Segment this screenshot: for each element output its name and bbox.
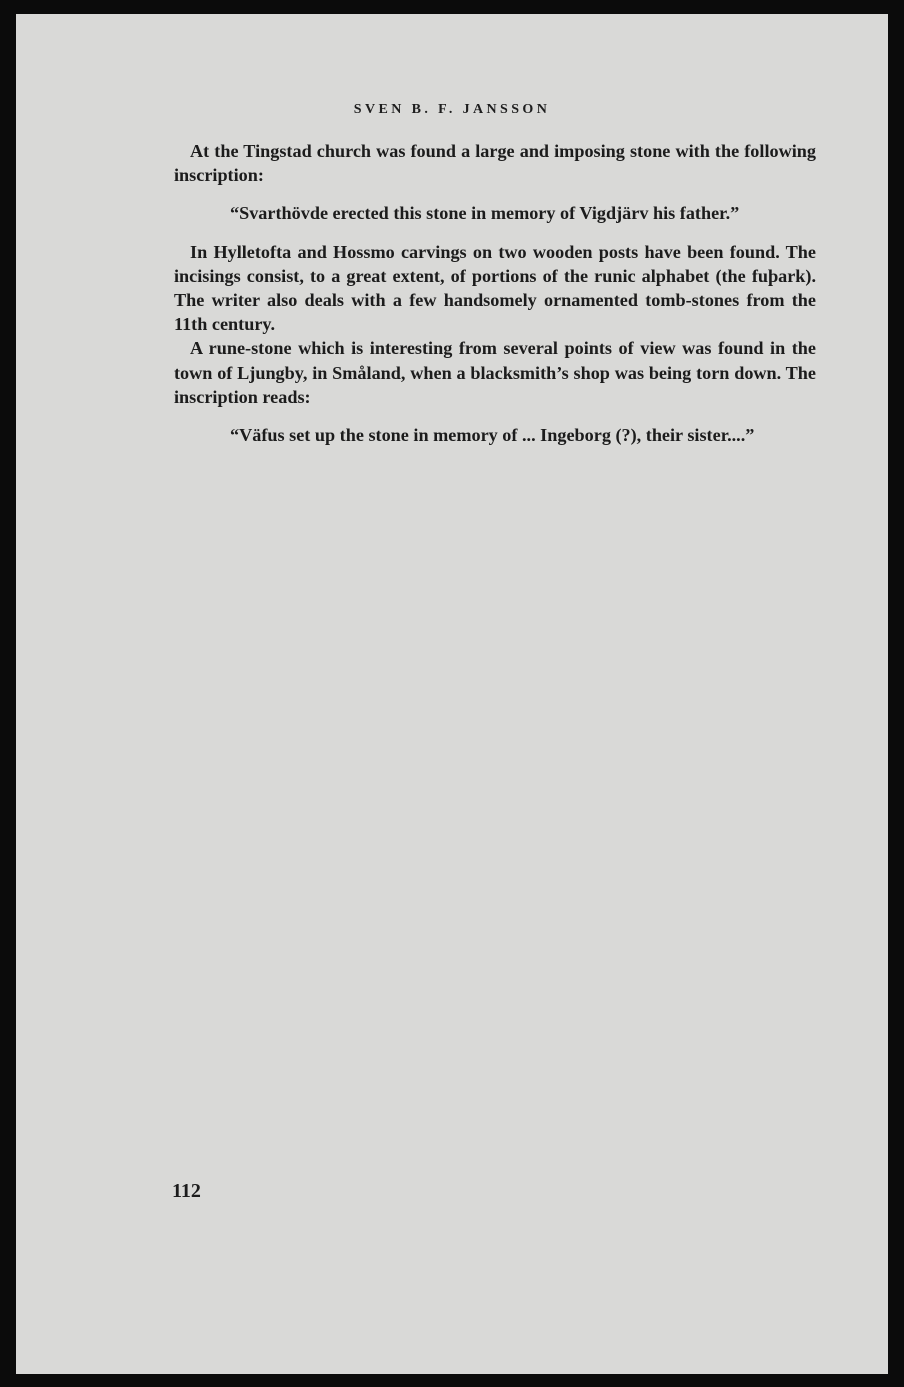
quote-vafus: “Väfus set up the stone in memory of ... Ingeborg (?), their sister....” [230,425,755,446]
running-head: SVEN B. F. JANSSON [353,102,551,117]
paragraph-hylletofta: In Hylletofta and Hossmo carvings on two wooden posts have been found. The incisings consist, to a great extent, of portions of the runic alphabet (the fuþark). The writer also deals with a few handsomely ornamented tomb-stones from the 11th century. [174,241,816,335]
paragraph-ljungby: A rune-stone which is interesting from several points of view was found in the town of Ljungby, in Småland, when a blacksmith’s shop was being torn down. The inscription reads: [174,338,816,407]
paragraph-tingstad: At the Tingstad church was found a large and imposing stone with the following inscription: [174,141,816,186]
body-text [174,139,816,447]
page-number: 112 [172,1180,201,1202]
quote-svarthovde: “Svarthövde erected this stone in memory of Vigdjärv his father.” [230,203,740,224]
book-page [16,14,888,1374]
